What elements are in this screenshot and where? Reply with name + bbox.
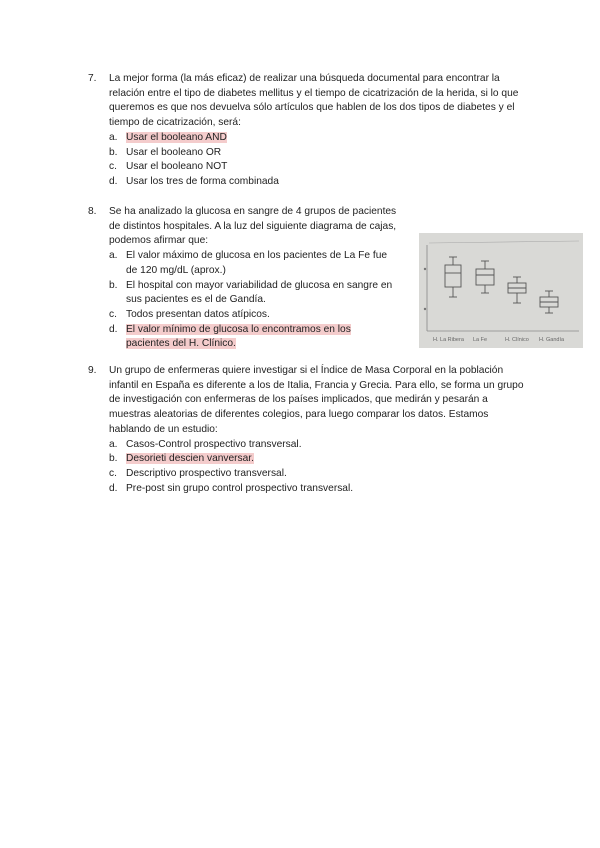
options-list	[109, 438, 528, 497]
option-a[interactable]	[109, 438, 528, 453]
boxplot-svg	[419, 233, 583, 348]
option-d[interactable]	[109, 175, 528, 190]
option-d[interactable]	[109, 323, 396, 352]
option-letter: d.	[109, 175, 118, 187]
question-text: La mejor forma (la más eficaz) de realizar una búsqueda documental para encontrar la relación entre el tipo de diabetes mellitus y el tiempo de cicatrización de la herida, si lo que queremos es que nos devuelva sólo artículos que hablen de los dos tipos de diabetes y el tiempo de cicatrización, será:	[109, 73, 519, 129]
category-label-h-clinico: H. Clínico	[505, 337, 529, 343]
option-letter: c.	[109, 467, 117, 479]
option-a[interactable]	[109, 249, 396, 278]
option-text: Todos presentan datos atípicos.	[126, 308, 270, 320]
option-a[interactable]	[109, 131, 528, 146]
option-text: Casos-Control prospectivo transversal.	[126, 438, 302, 450]
option-letter: b.	[109, 453, 118, 465]
option-text: Usar los tres de forma combinada	[126, 175, 279, 187]
category-label-h-gandia: H. Gandía	[539, 337, 565, 343]
option-c[interactable]	[109, 308, 396, 323]
option-d[interactable]	[109, 482, 528, 497]
options-list	[109, 131, 528, 190]
question-number: 9.	[88, 365, 97, 376]
option-letter: c.	[109, 161, 117, 173]
question-text: Se ha analizado la glucosa en sangre de 4 grupos de pacientes de distintos hospitales. A la luz del siguiente diagrama de cajas, podemos afirmar que:	[109, 206, 397, 247]
tick-mark	[424, 268, 426, 270]
option-text: Descriptivo prospectivo transversal.	[126, 467, 287, 479]
option-text: Usar el booleano NOT	[126, 161, 228, 173]
option-text: El valor máximo de glucosa en los pacientes de La Fe fue de 120 mg/dL (aprox.)	[126, 250, 388, 276]
question-text: Un grupo de enfermeras quiere investigar si el Índice de Masa Corporal en la población infantil en España es diferente a los de Italia, Francia y Grecia. Para ello, se forma un grupo de investigación con enfermeras de los países implicados, que medirán y pesarán a muestras aleatorias de diferentes colegios, para luego comparar los datos. Estamos hablando de un estudio:	[109, 365, 524, 435]
question-number: 8.	[88, 206, 97, 217]
option-c[interactable]	[109, 467, 528, 482]
option-text: El hospital con mayor variabilidad de glucosa en sangre en sus pacientes es el de Gandía.	[126, 279, 393, 306]
tick-mark	[424, 308, 426, 310]
option-letter: a.	[109, 250, 118, 262]
question-9	[88, 364, 528, 496]
boxplot-photo	[419, 233, 583, 348]
option-text: Usar el booleano OR	[126, 146, 222, 158]
option-letter: d.	[109, 482, 118, 494]
option-b[interactable]	[109, 279, 396, 308]
option-text: Pre-post sin grupo control prospectivo transversal.	[126, 482, 354, 494]
option-letter: a.	[109, 131, 118, 143]
option-text: El valor mínimo de glucosa lo encontramos en los pacientes del H. Clínico.	[126, 323, 351, 350]
category-label-la-ribera: H. La Ribera	[433, 337, 464, 343]
option-letter: c.	[109, 308, 117, 320]
question-number: 7.	[88, 73, 97, 84]
option-c[interactable]	[109, 160, 528, 175]
question-7	[88, 72, 528, 190]
option-b[interactable]	[109, 146, 528, 161]
option-letter: b.	[109, 146, 118, 158]
option-text: Desorieti descien vanversar.	[126, 453, 254, 465]
category-label-la-fe: La Fe	[473, 337, 488, 343]
option-letter: d.	[109, 323, 118, 335]
option-letter: b.	[109, 279, 118, 291]
option-text: Usar el booleano AND	[126, 131, 227, 143]
option-letter: a.	[109, 438, 118, 450]
option-b[interactable]	[109, 452, 528, 467]
